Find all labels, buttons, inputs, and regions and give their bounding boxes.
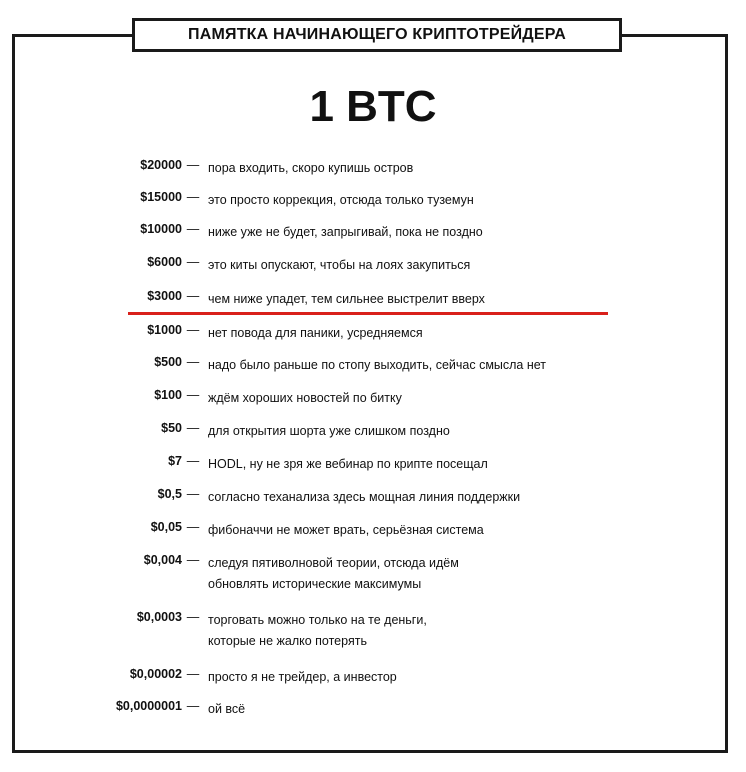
row-text: торговать можно только на те деньги,	[208, 613, 427, 627]
row-text: это киты опускают, чтобы на лоях закупиться	[208, 258, 471, 272]
dash-separator: —	[186, 158, 200, 172]
dash-separator: —	[186, 421, 200, 435]
price-label: $500	[154, 355, 182, 369]
row-text: согласно теханализа здесь мощная линия поддержки	[208, 490, 521, 504]
price-label: $3000	[147, 289, 182, 303]
row-text: фибоначчи не может врать, серьёзная система	[208, 523, 484, 537]
row-text-continued: которые не жалко потерять	[208, 634, 367, 648]
row-text: для открытия шорта уже слишком поздно	[208, 424, 450, 438]
dash-separator: —	[186, 289, 200, 303]
highlight-underline	[128, 312, 608, 315]
dash-separator: —	[186, 323, 200, 337]
price-label: $15000	[140, 190, 182, 204]
poster-banner: ПАМЯТКА НАЧИНАЮЩЕГО КРИПТОТРЕЙДЕРА	[132, 18, 622, 52]
price-label: $50	[161, 421, 182, 435]
price-label: $0,05	[150, 520, 182, 534]
row-text: надо было раньше по стопу выходить, сейчас смысла нет	[208, 358, 547, 372]
dash-separator: —	[186, 699, 200, 713]
row-text: чем ниже упадет, тем сильнее выстрелит вверх	[208, 292, 485, 306]
poster-title: 1 BTC	[309, 82, 437, 131]
row-text: HODL, ну не зря же вебинар по крипте посещал	[208, 457, 488, 471]
dash-separator: —	[186, 553, 200, 567]
price-label: $20000	[140, 158, 182, 172]
dash-separator: —	[186, 190, 200, 204]
price-label: $0,00002	[129, 667, 182, 681]
row-text: ниже уже не будет, запрыгивай, пока не поздно	[208, 225, 483, 239]
row-text: пора входить, скоро купишь остров	[208, 161, 414, 175]
price-label: $0,0003	[136, 610, 182, 624]
price-label: $100	[154, 388, 182, 402]
price-label: $7	[168, 454, 182, 468]
dash-separator: —	[186, 255, 200, 269]
row-text: нет повода для паники, усредняемся	[208, 326, 423, 340]
row-text: это просто коррекция, отсюда только туземун	[208, 193, 474, 207]
price-label: $6000	[147, 255, 182, 269]
dash-separator: —	[186, 487, 200, 501]
dash-separator: —	[186, 454, 200, 468]
row-text-continued: обновлять исторические максимумы	[208, 577, 422, 591]
row-text: ждём хороших новостей по битку	[208, 391, 402, 405]
dash-separator: —	[186, 388, 200, 402]
row-text: ой всё	[208, 702, 246, 716]
dash-separator: —	[186, 667, 200, 681]
dash-separator: —	[186, 610, 200, 624]
price-label: $0,0000001	[115, 699, 182, 713]
price-label: $1000	[147, 323, 182, 337]
row-text: следуя пятиволновой теории, отсюда идём	[208, 556, 459, 570]
dash-separator: —	[186, 222, 200, 236]
dash-separator: —	[186, 355, 200, 369]
price-label: $0,5	[157, 487, 182, 501]
dash-separator: —	[186, 520, 200, 534]
price-label: $0,004	[143, 553, 182, 567]
price-label: $10000	[140, 222, 182, 236]
row-text: просто я не трейдер, а инвестор	[208, 670, 397, 684]
